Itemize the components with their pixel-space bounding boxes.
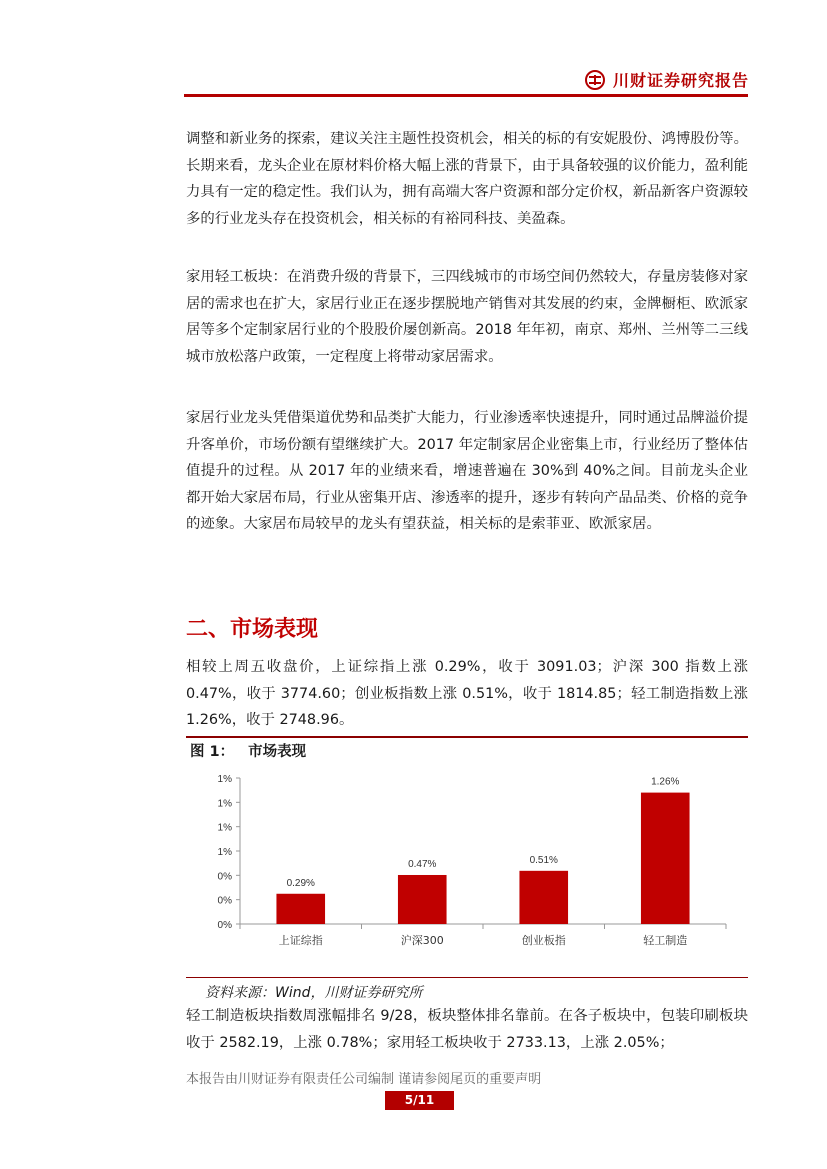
figure-caption: 市场表现 (248, 744, 307, 760)
data-label-4: 1.26% (651, 776, 680, 788)
data-label-2: 0.47% (408, 858, 437, 870)
category-label-2: 沪深300 (400, 934, 444, 947)
brand-header (585, 68, 749, 91)
header-divider (184, 94, 748, 97)
paragraph-1: 调整和新业务的探索，建议关注主题性投资机会，相关的标的有安妮股份、鸿博股份等。长期来看，龙头企业在原材料价格大幅上涨的背景下，由于具备较强的议价能力，盈利能力具有一定的稳定性。我们认为，拥有高端大客户资源和部分定价权，新品新客户资源较多的行业龙头存在投资机会，相关标的有裕同科技、美盈森。 (186, 131, 748, 227)
figure-bottom-rule (186, 977, 748, 978)
paragraph-sector: 轻工制造板块指数周涨幅排名 9/28，板块整体排名靠前。在各子板块中，包装印刷板块收于 2582.19，上涨 0.78%；家用轻工板块收于 2733.13，上涨 2.05%； (186, 1008, 748, 1051)
y-tick-label: 1% (217, 774, 232, 785)
footer-disclaimer: 本报告由川财证券有限责任公司编制 谨请参阅尾页的重要声明 (186, 1072, 542, 1087)
category-label-1: 上证综指 (278, 934, 323, 947)
paragraph-market: 相较上周五收盘价，上证综指上涨 0.29%，收于 3091.03；沪深 300 指数上涨 0.47%，收于 3774.60；创业板指数上涨 0.51%，收于 1814.85；轻工制造指数上涨 1.26%，收于 2748.96。 (186, 659, 748, 728)
figure-title (190, 740, 306, 761)
market-performance-chart (186, 762, 748, 972)
y-tick-label: 0% (217, 920, 232, 931)
data-label-1: 0.29% (286, 877, 315, 889)
page-number: 5/11 (385, 1091, 454, 1110)
brand-logo-icon (585, 70, 605, 90)
category-label-3: 创业板指 (521, 934, 566, 947)
figure-source: 资料来源：Wind，川财证券研究所 (205, 985, 423, 1001)
data-label-3: 0.51% (529, 854, 558, 866)
category-label-4: 轻工制造 (643, 934, 688, 947)
bar-1 (276, 894, 325, 924)
paragraph-2: 家用轻工板块：在消费升级的背景下，三四线城市的市场空间仍然较大，存量房装修对家居的需求也在扩大，家居行业正在逐步摆脱地产销售对其发展的约束，金牌橱柜、欧派家居等多个定制家居行业的个股股价屡创新高。2018 年年初，南京、郑州、兰州等二三线城市放松落户政策，一定程度上将带动家居需求。 (186, 269, 748, 365)
bar-2 (398, 875, 447, 924)
figure-top-rule (186, 736, 748, 738)
y-tick-label: 1% (217, 822, 232, 834)
bar-3 (519, 871, 568, 924)
y-tick-label: 0% (217, 895, 232, 907)
figure-label: 图 1： (190, 744, 235, 760)
brand-name: 川财证券研究报告 (612, 71, 749, 90)
y-tick-label: 1% (217, 798, 232, 810)
bar-4 (641, 793, 690, 924)
y-tick-label: 0% (217, 871, 232, 883)
y-tick-label: 1% (217, 847, 232, 858)
paragraph-3: 家居行业龙头凭借渠道优势和品类扩大能力，行业渗透率快速提升，同时通过品牌溢价提升客单价，市场份额有望继续扩大。2017 年定制家居企业密集上市，行业经历了整体估值提升的过程。从 2017 年的业绩来看，增速普遍在 30%到 40%之间。目前龙头企业都开始大家居布局，行业从密集开店、渗透率的提升，逐步有转向产品品类、价格的竞争的迹象。大家居布局较早的龙头有望获益，相关标的是索菲亚、欧派家居。 (186, 410, 748, 532)
section-title: 二、市场表现 (186, 617, 319, 642)
